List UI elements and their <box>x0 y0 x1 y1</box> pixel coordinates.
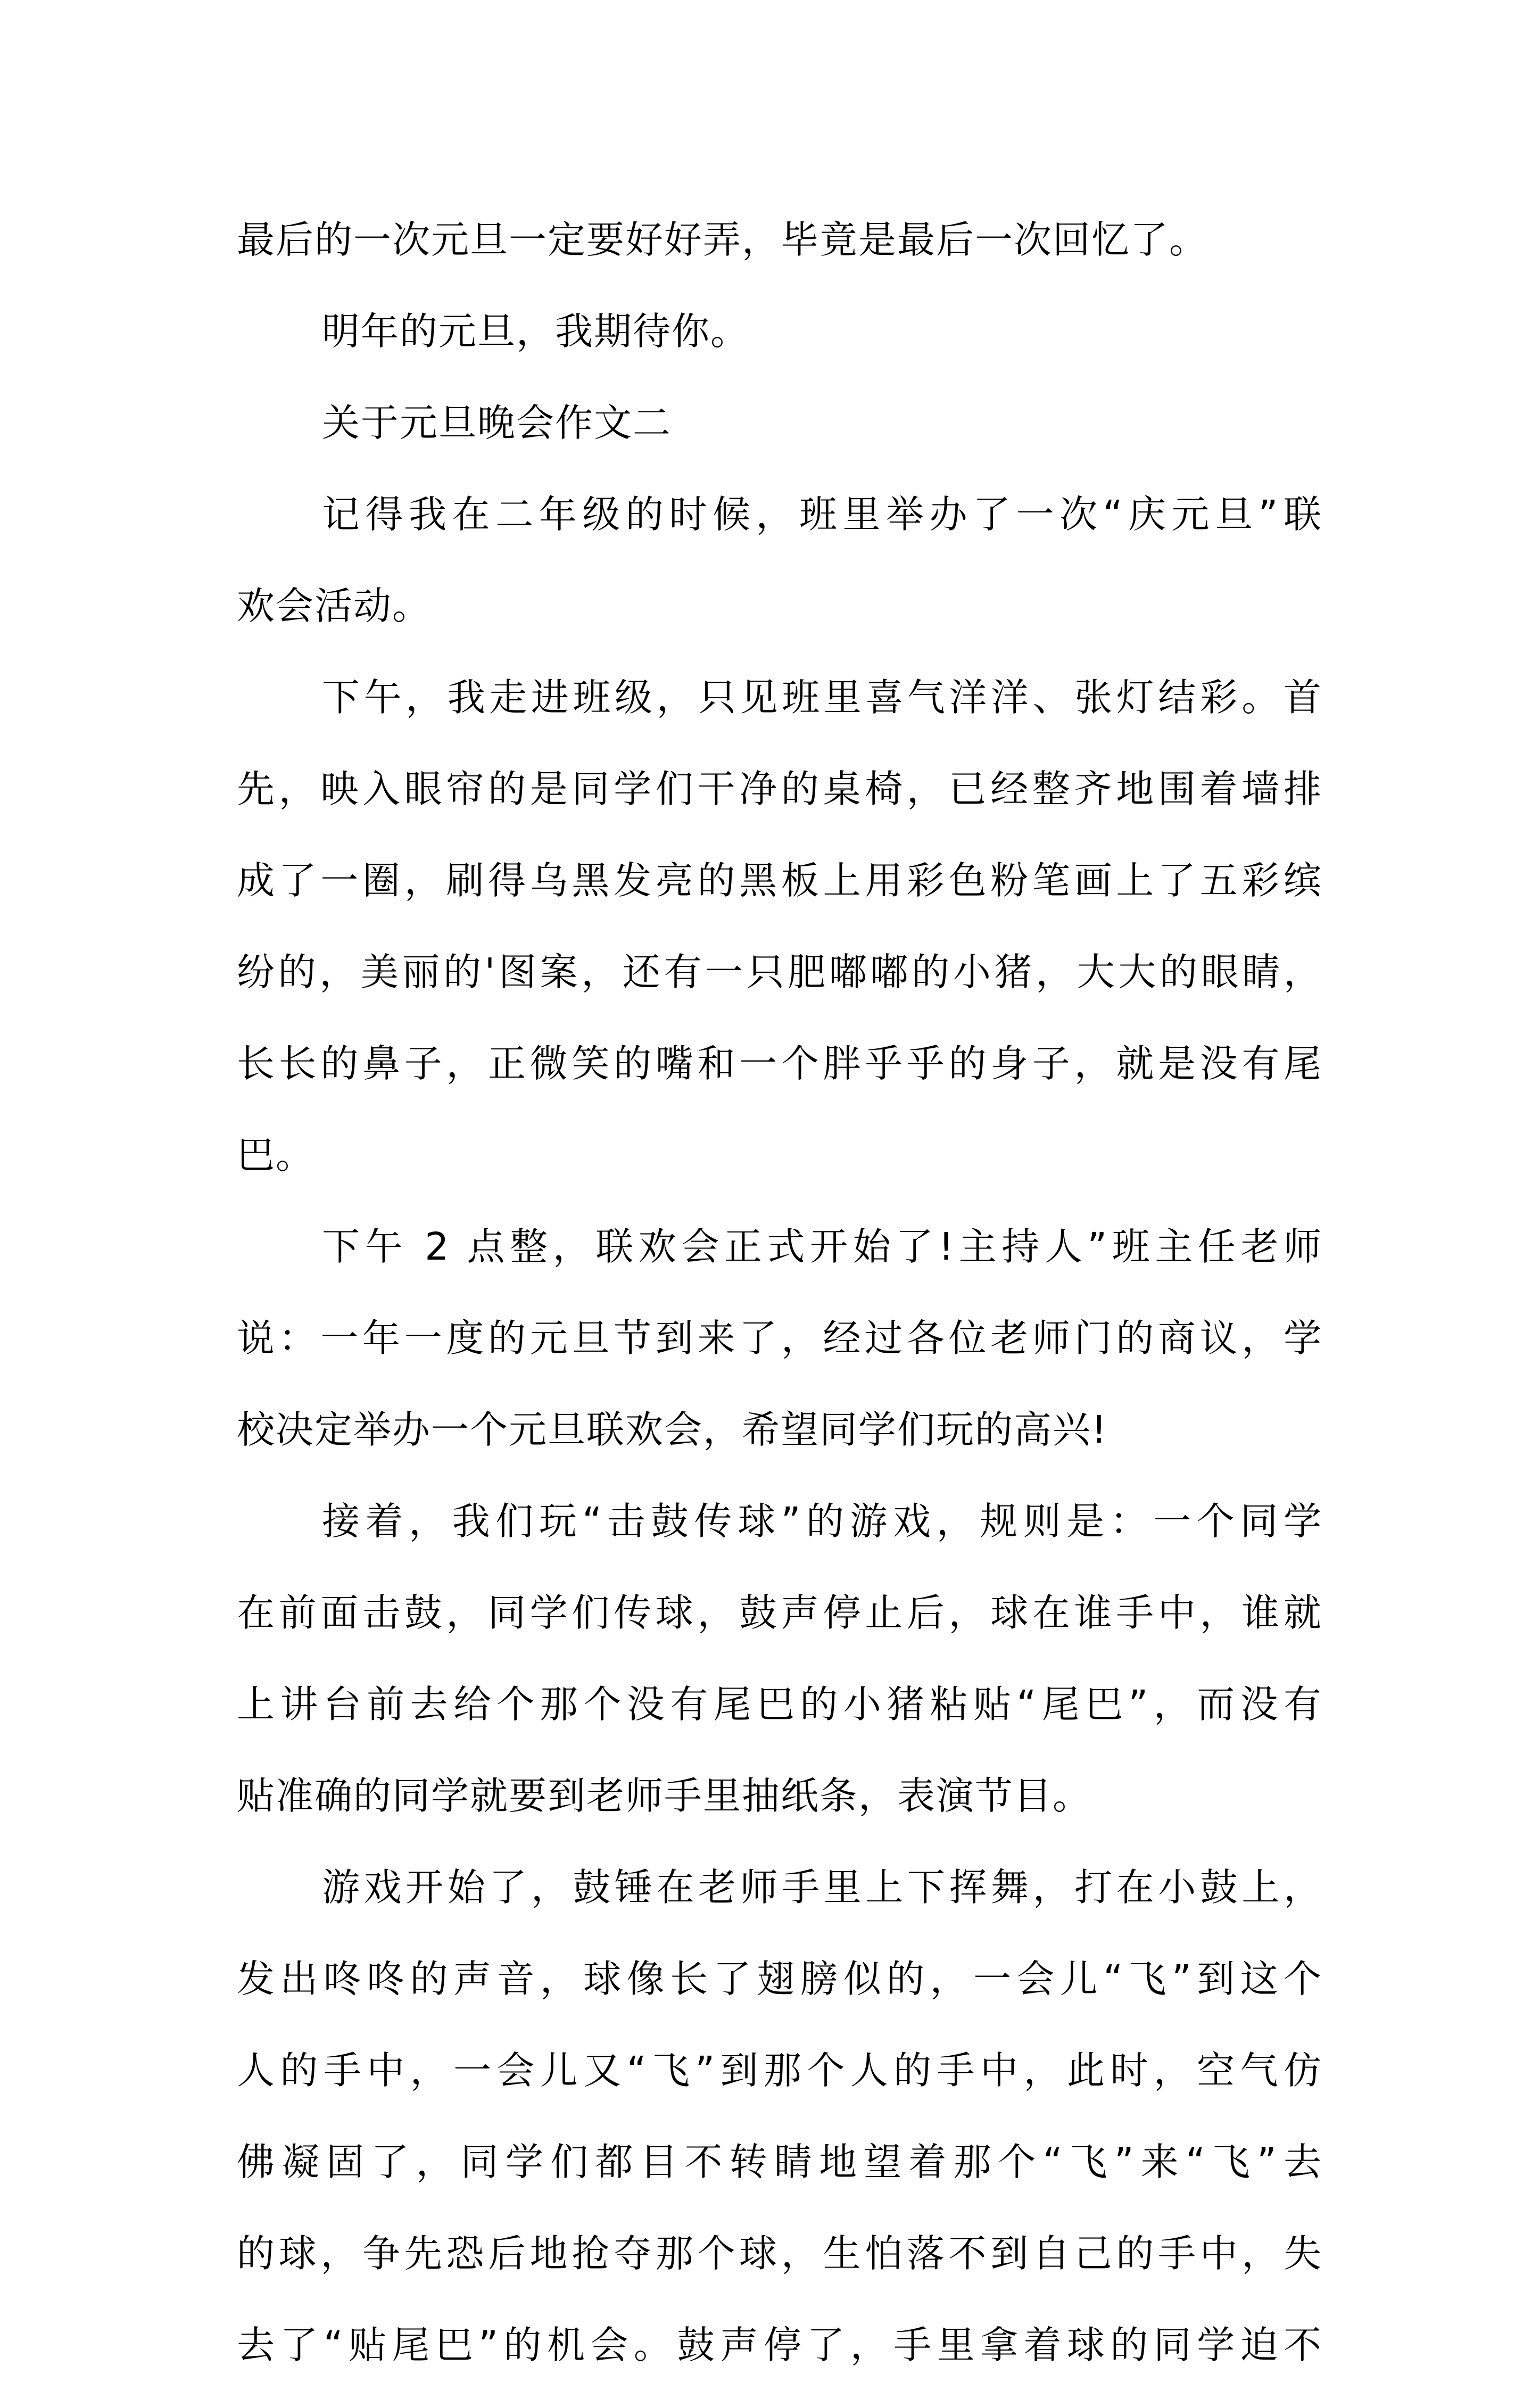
text-line: 记得我在二年级的时候，班里举办了一次“庆元旦”联 <box>322 492 1322 536</box>
text-line: 上讲台前去给个那个没有尾巴的小猪粘贴“尾巴”，而没有 <box>237 1682 1322 1726</box>
text-line: 纷的，美丽的'图案，还有一只肥嘟嘟的小猪，大大的眼睛， <box>237 950 1322 994</box>
text-line: 接着，我们玩“击鼓传球”的游戏，规则是：一个同学 <box>322 1499 1322 1543</box>
text-line: 成了一圈，刷得乌黑发亮的黑板上用彩色粉笔画上了五彩缤 <box>237 858 1322 903</box>
text-line: 校决定举办一个元旦联欢会，希望同学们玩的高兴! <box>237 1408 1108 1452</box>
text-line: 去了“贴尾巴”的机会。鼓声停了，手里拿着球的同学迫不 <box>237 2323 1322 2367</box>
text-line: 下午 2 点整，联欢会正式开始了!主持人”班主任老师 <box>322 1225 1322 1269</box>
text-line: 发出咚咚的声音，球像长了翅膀似的，一会儿“飞”到这个 <box>237 1957 1322 2001</box>
text-line: 的球，争先恐后地抢夺那个球，生怕落不到自己的手中，失 <box>237 2231 1322 2276</box>
text-line: 说：一年一度的元旦节到来了，经过各位老师门的商议，学 <box>237 1316 1322 1360</box>
body-text <box>237 194 1322 2391</box>
text-line: 长长的鼻子，正微笑的嘴和一个胖乎乎的身子，就是没有尾 <box>237 1041 1322 1086</box>
text-line: 欢会活动。 <box>237 584 432 628</box>
text-line: 先，映入眼帘的是同学们干净的桌椅，已经整齐地围着墙排 <box>237 767 1322 811</box>
text-line: 在前面击鼓，同学们传球，鼓声停止后，球在谁手中，谁就 <box>237 1591 1322 1635</box>
text-line: 人的手中，一会儿又“飞”到那个人的手中，此时，空气仿 <box>237 2048 1322 2092</box>
text-line: 巴。 <box>237 1133 315 1177</box>
text-line: 佛凝固了，同学们都目不转睛地望着那个“飞”来“飞”去 <box>237 2140 1322 2184</box>
text-line: 贴准确的同学就要到老师手里抽纸条，表演节目。 <box>237 1774 1092 1818</box>
text-line: 游戏开始了，鼓锤在老师手里上下挥舞，打在小鼓上， <box>322 1865 1322 1909</box>
text-line: 关于元旦晚会作文二 <box>322 401 672 445</box>
text-line: 明年的元旦，我期待你。 <box>322 309 750 353</box>
text-line: 最后的一次元旦一定要好好弄，毕竟是最后一次回忆了。 <box>237 218 1208 262</box>
text-line: 下午，我走进班级，只见班里喜气洋洋、张灯结彩。首 <box>322 675 1322 719</box>
